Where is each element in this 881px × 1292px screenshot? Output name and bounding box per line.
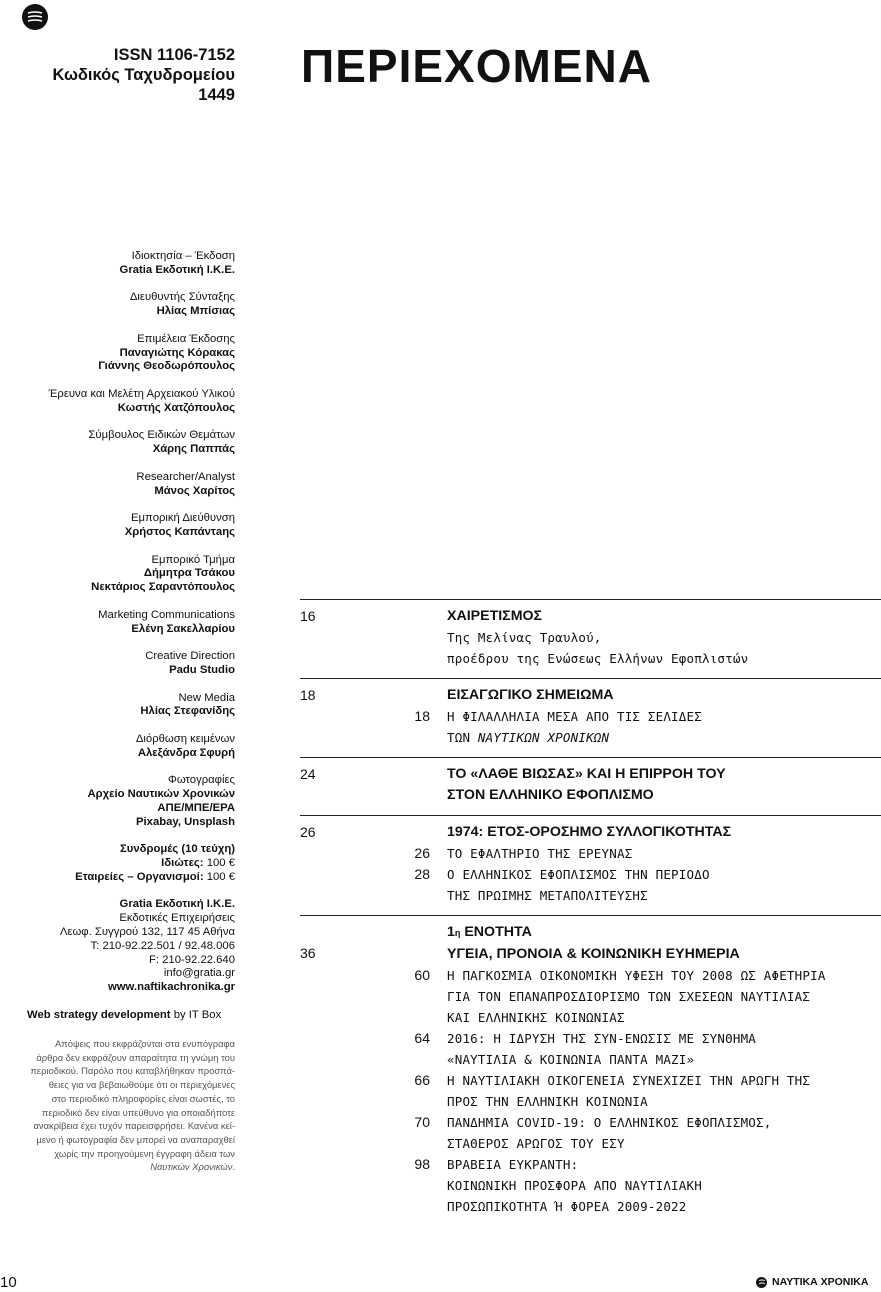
credit-name: Νεκτάριος Σαραντόπουλος — [91, 581, 235, 594]
toc-entry[interactable] — [300, 965, 881, 1028]
credit-name: Αλεξάνδρα Σφυρή — [137, 746, 235, 759]
credit-role: Επιμέλεια Έκδοσης — [137, 332, 235, 345]
footer-brand — [756, 1276, 868, 1288]
publisher-line: Εκδοτικές Επιχειρήσεις — [119, 912, 235, 925]
credit-name: Χάρης Παππάς — [152, 443, 235, 456]
credit-block — [20, 774, 235, 829]
publisher-website[interactable]: www.naftikachronika.gr — [107, 981, 235, 994]
toc-unit-suffix: η — [454, 928, 461, 938]
toc-section[interactable] — [300, 915, 881, 1226]
disclaimer-line: περιοδικού. Παρόλο που καταβλήθηκαν προσπά- — [30, 1065, 235, 1077]
credits-column — [20, 250, 235, 1009]
credit-name: Χρήστος Καπάντaης — [124, 525, 235, 538]
toc-entry[interactable] — [300, 627, 881, 669]
disclaimer-line: χωρίς την προηγούμενη έγγραφη άδεια των — [54, 1147, 235, 1159]
credit-role: New Media — [178, 691, 235, 704]
table-of-contents — [300, 599, 881, 1226]
credit-role: Εμπορικό Τμήμα — [151, 553, 235, 566]
disclaimer-line: θειες για να βεβαιωθούμε ότι οι περιεχόμενες — [48, 1079, 235, 1091]
credit-name: Ηλίας Μπίσιας — [156, 305, 235, 318]
toc-entry-line: «ΝΑΥΤΙΛΙΑ & ΚΟΙΝΩΝΙΑ ΠΑΝΤΑ ΜΑΖΙ» — [447, 1052, 695, 1067]
credit-role: Σύμβουλος Ειδικών Θεμάτων — [88, 429, 235, 442]
toc-entry-line: ΠΑΝΔΗΜΙΑ COVID-19: Ο ΕΛΛΗΝΙΚΟΣ ΕΦΟΠΛΙΣΜΟΣ, — [447, 1115, 772, 1130]
toc-entry-line: 2016: Η ΙΔΡΥΣΗ ΤΗΣ ΣΥΝ-ΕΝΩΣΙΣ ΜΕ ΣΥΝΘΗΜΑ — [447, 1031, 757, 1046]
credit-block — [20, 333, 235, 374]
toc-entry-page: 70 — [414, 1114, 430, 1130]
toc-entry-title — [447, 1028, 756, 1070]
disclaimer-line: περιοδικό δεν είναι υπεύθυνο για οποιαδήποτε — [41, 1106, 235, 1118]
toc-entry[interactable] — [300, 1112, 881, 1154]
toc-unit-text: ΕΝΟΤΗΤΑ — [464, 924, 532, 940]
toc-section-page: 16 — [300, 608, 316, 624]
credit-block — [20, 650, 235, 678]
toc-section-title: ΣΤΟΝ ΕΛΛΗΝΙΚΟ ΕΦΟΠΛΙΣΜΟ — [447, 787, 654, 803]
credit-name: Ηλίας Στεφανίδης — [140, 705, 235, 718]
toc-section-title: ΧΑΙΡΕΤΙΣΜΟΣ — [447, 608, 543, 624]
toc-entry-line: ΠΡΟΣ ΤΗΝ ΕΛΛΗΝΙΚΗ ΚΟΙΝΩΝΙΑ — [447, 1094, 648, 1109]
toc-entry-title — [447, 843, 632, 864]
credit-block — [20, 388, 235, 416]
toc-entry-line: ΚΑΙ ΕΛΛΗΝΙΚΗΣ ΚΟΙΝΩΝΙΑΣ — [447, 1010, 625, 1025]
credit-block — [20, 471, 235, 499]
credit-block — [20, 512, 235, 540]
credit-name: Gratia Εκδοτική Ι.Κ.Ε. — [119, 263, 235, 276]
toc-entry-line: ΣΤΑΘΕΡΟΣ ΑΡΩΓΟΣ ΤΟΥ ΕΣΥ — [447, 1136, 625, 1151]
disclaimer-last-line: Ναυτικών Χρονικών. — [150, 1161, 235, 1173]
toc-section-title: ΥΓΕΙΑ, ΠΡΟΝΟΙΑ & ΚΟΙΝΩΝΙΚΗ ΕΥΗΜΕΡΙΑ — [447, 946, 740, 962]
toc-entry-title — [447, 1112, 771, 1154]
page-title: ΠΕΡΙΕΧΟΜΕΝΑ — [301, 40, 652, 92]
publisher-email[interactable]: info@gratia.gr — [163, 967, 235, 980]
credit-name: Δήμητρα Τσάκου — [143, 567, 235, 580]
credit-block — [20, 733, 235, 761]
toc-entry-line: ΤΟ ΕΦΑΛΤΗΡΙΟ ΤΗΣ ΕΡΕΥΝΑΣ — [447, 846, 633, 861]
toc-section[interactable] — [300, 678, 881, 757]
credit-name: Pixabay, Unsplash — [136, 815, 235, 828]
toc-entry-page: 28 — [414, 866, 430, 882]
credit-block — [20, 554, 235, 595]
credit-role: Creative Direction — [145, 650, 235, 663]
subscriptions-block — [20, 843, 235, 884]
toc-entry-line: ΠΡΟΣΩΠΙΚΟΤΗΤΑ Ή ΦΟΡΕΑ 2009-2022 — [447, 1199, 687, 1214]
publisher-phone: Τ: 210-92.22.501 / 92.48.006 — [90, 939, 235, 952]
credit-block — [20, 692, 235, 720]
publisher-name: Gratia Εκδοτική Ι.Κ.Ε. — [119, 898, 235, 911]
credit-name: ΑΠΕ/ΜΠΕ/EPA — [157, 801, 235, 814]
toc-section-title: 1974: ΕΤΟΣ-ΟΡΟΣΗΜΟ ΣΥΛΛΟΓΙΚΟΤΗΤΑΣ — [447, 824, 732, 840]
disclaimer-line: στο περιοδικό πληροφορίες είναι σωστές, το — [51, 1092, 235, 1104]
credit-name: Padu Studio — [169, 663, 235, 676]
publisher-address: Λεωφ. Συγγρού 132, 117 45 Αθήνα — [59, 926, 235, 939]
postal-code: 1449 — [198, 86, 235, 104]
magazine-logo-icon — [22, 4, 48, 30]
toc-entry-title — [447, 627, 748, 669]
toc-entry-title — [447, 1070, 810, 1112]
toc-entry[interactable] — [300, 1154, 881, 1217]
toc-section-page: 24 — [300, 766, 316, 782]
toc-entry-line: ΓΙΑ ΤΟΝ ΕΠΑΝΑΠΡΟΣΔΙΟΡΙΣΜΟ ΤΩΝ ΣΧΕΣΕΩΝ ΝΑΥΤΙΛΙΑΣ — [447, 989, 811, 1004]
disclaimer-line: Απόψεις που εκφράζονται στα ενυπόγραφα — [55, 1038, 235, 1049]
postal-label: Κωδικός Ταχυδρομείου — [52, 66, 235, 84]
credit-name: Κωστής Χατζόπουλος — [117, 401, 235, 414]
disclaimer-line: άρθρα δεν εκφράζουν απαραίτητα τη γνώμη του — [36, 1051, 235, 1063]
toc-entry-page: 60 — [414, 967, 430, 983]
toc-entry[interactable] — [300, 864, 881, 906]
publisher-block — [20, 898, 235, 995]
credit-role: Marketing Communications — [98, 608, 235, 621]
toc-section[interactable] — [300, 757, 881, 815]
toc-entry-line: ΚΟΙΝΩΝΙΚΗ ΠΡΟΣΦΟΡΑ ΑΠΟ ΝΑΥΤΙΛΙΑΚΗ — [447, 1178, 702, 1193]
credit-block — [20, 291, 235, 319]
toc-section-page: 26 — [300, 824, 316, 840]
toc-entry[interactable] — [300, 1070, 881, 1112]
disclaimer-line: ανακρίβεια έχει τυχόν παρεισφρήσει. Κανένα κεί- — [33, 1120, 235, 1132]
credit-role: Φωτογραφίες — [167, 774, 235, 787]
toc-section-title: ΤΟ «ΛΑΘΕ ΒΙΩΣΑΣ» ΚΑΙ Η ΕΠΙΡΡΟΗ ΤΟΥ — [447, 766, 726, 782]
credit-name: Παναγιώτης Κόρακας — [119, 346, 235, 359]
subscriptions-companies: Εταιρείες – Οργανισμοί: 100 € — [75, 870, 235, 883]
credit-block — [20, 250, 235, 278]
issn: ISSN 1106-7152 — [113, 46, 235, 64]
subscriptions-title: Συνδρομές (10 τεύχη) — [119, 843, 235, 856]
credit-role: Διευθυντής Σύνταξης — [129, 291, 235, 304]
toc-unit-number: 1 — [447, 924, 455, 940]
toc-entry-page: 18 — [414, 708, 430, 724]
credit-role: Ιδιοκτησία – Έκδοση — [131, 250, 235, 262]
toc-entry[interactable] — [300, 1028, 881, 1070]
disclaimer-line: μενο ή φωτογραφία δεν μπορεί να αναπαραχθεί — [36, 1133, 235, 1145]
credit-block — [20, 429, 235, 457]
toc-entry-title — [447, 706, 702, 748]
toc-entry-page: 64 — [414, 1030, 430, 1046]
credit-role: Έρευνα και Μελέτη Αρχειακού Υλικού — [48, 387, 235, 400]
toc-entry-line: Ο ΕΛΛΗΝΙΚΟΣ ΕΦΟΠΛΙΣΜΟΣ ΤΗΝ ΠΕΡΙΟΔΟ — [447, 867, 710, 882]
credit-name: Μάνος Χαρίτος — [154, 484, 235, 497]
magazine-logo-icon — [756, 1277, 767, 1288]
credit-name: Ελένη Σακελλαρίου — [131, 622, 235, 635]
toc-entry-line: Η ΝΑΥΤΙΛΙΑΚΗ ΟΙΚΟΓΕΝΕΙΑ ΣΥΝΕΧΙΖΕΙ ΤΗΝ ΑΡΩΓΗ ΤΗΣ — [447, 1073, 811, 1088]
issn-block — [30, 45, 235, 105]
credit-role: Διόρθωση κειμένων — [135, 732, 235, 745]
credit-name: Αρχείο Ναυτικών Χρονικών — [87, 788, 235, 801]
credit-role: Εμπορική Διεύθυνση — [131, 512, 235, 525]
toc-section[interactable] — [300, 599, 881, 678]
subscriptions-individuals: Ιδιώτες: 100 € — [161, 857, 235, 870]
toc-entry-line: ΒΡΑΒΕΙΑ ΕΥΚΡΑΝΤΗ: — [447, 1157, 579, 1172]
publisher-fax: F: 210-92.22.640 — [148, 953, 235, 966]
toc-entry-line: ΤΗΣ ΠΡΩΙΜΗΣ ΜΕΤΑΠΟΛΙΤΕΥΣΗΣ — [447, 888, 648, 903]
credit-role: Researcher/Analyst — [136, 470, 235, 483]
disclaimer — [20, 1037, 235, 1174]
toc-entry-page: 26 — [414, 845, 430, 861]
page-number: 10 — [0, 1274, 17, 1291]
toc-entry-line: Η ΠΑΓΚΟΣΜΙΑ ΟΙΚΟΝΟΜΙΚΗ ΥΦΕΣΗ ΤΟΥ 2008 ΩΣ ΑΦΕΤΗΡΙΑ — [447, 968, 826, 983]
web-strategy-credit — [27, 1009, 221, 1021]
web-strategy-label: Web strategy development — [27, 1009, 171, 1021]
toc-section[interactable] — [300, 815, 881, 915]
toc-unit-label — [447, 922, 881, 944]
toc-entry-title — [447, 965, 826, 1028]
credit-block — [20, 609, 235, 637]
toc-section-page: 36 — [300, 945, 316, 961]
toc-section-title: ΕΙΣΑΓΩΓΙΚΟ ΣΗΜΕΙΩΜΑ — [447, 687, 614, 703]
toc-entry-title — [447, 1154, 702, 1217]
toc-entry-line: Η ΦΙΛΑΛΛΗΛΙΑ ΜΕΣΑ ΑΠΟ ΤΙΣ ΣΕΛΙΔΕΣ — [447, 709, 702, 724]
toc-entry-line: προέδρου της Ενώσεως Ελλήνων Εφοπλιστών — [447, 651, 749, 666]
toc-entry[interactable] — [300, 843, 881, 864]
toc-entry-page: 66 — [414, 1072, 430, 1088]
web-strategy-by: by IT Box — [173, 1009, 222, 1021]
toc-entry-line: Της Μελίνας Τραυλού, — [447, 630, 602, 645]
footer-brand-name: ΝΑΥΤΙΚΑ ΧΡΟΝΙΚΑ — [772, 1276, 869, 1288]
toc-entry[interactable] — [300, 706, 881, 748]
toc-entry-title — [447, 864, 710, 906]
toc-section-page: 18 — [300, 687, 316, 703]
toc-entry-line: ΤΩΝ ΝΑΥΤΙΚΩΝ ΧΡΟΝΙΚΩΝ — [447, 730, 610, 745]
toc-entry-page: 98 — [414, 1156, 430, 1172]
credit-name: Γιάννης Θεοδωρόπουλος — [98, 360, 235, 373]
